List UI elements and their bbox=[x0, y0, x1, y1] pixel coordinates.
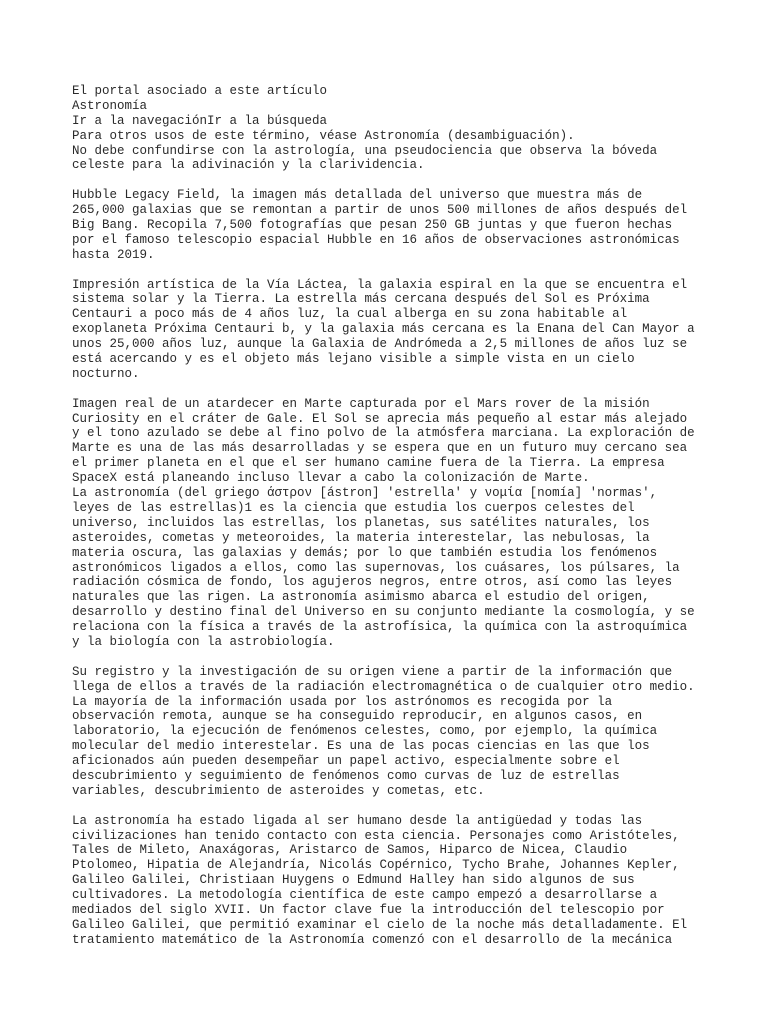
registry-line: molecular del medio interestelar. Es una de las pocas ciencias en las que los bbox=[72, 739, 650, 754]
mars-section-line: Marte es una de las más desarrolladas y se espera que en un futuro muy cercano sea bbox=[72, 441, 688, 456]
registry-line: llega de ellos a través de la radiación electromagnética o de cualquier otro medio. bbox=[72, 679, 695, 694]
definition-line: leyes de las estrellas)1 es la ciencia que estudia los cuerpos celestes del bbox=[72, 500, 635, 515]
hubble-caption-line: por el famoso telescopio espacial Hubble en 16 años de observaciones astronómicas bbox=[72, 232, 680, 247]
registry-line: La mayoría de la información usada por los astrónomos es recogida por la bbox=[72, 694, 613, 709]
milky-way-caption-line: Centauri a poco más de 4 años luz, la cual alberga en su zona habitable al bbox=[72, 307, 628, 322]
history-line: tratamiento matemático de la Astronomía comenzó con el desarrollo de la mecánica bbox=[72, 932, 673, 947]
hubble-caption-line: 265,000 galaxias que se remontan a partir de unos 500 millones de años después del bbox=[72, 203, 688, 218]
disambiguation-note: Para otros usos de este término, véase Astronomía (desambiguación). bbox=[72, 128, 575, 143]
spacer bbox=[72, 382, 712, 397]
definition-line: asteroides, cometas y meteoroides, la materia interestelar, las nebulosas, la bbox=[72, 530, 650, 545]
milky-way-caption-line: nocturno. bbox=[72, 366, 140, 381]
registry-line: variables, descubrimiento de asteroides y cometas, etc. bbox=[72, 783, 485, 798]
spacer bbox=[72, 173, 712, 188]
document-page bbox=[72, 84, 712, 948]
history-line: mediados del siglo XVII. Un factor clave fue la introducción del telescopio por bbox=[72, 902, 665, 917]
confusion-note-line-2: celeste para la adivinación y la clarividencia. bbox=[72, 158, 425, 173]
milky-way-caption-line: unos 25,000 años luz, aunque la Galaxia de Andrómeda a 2,5 millones de años luz se bbox=[72, 337, 688, 352]
hubble-caption bbox=[72, 188, 712, 262]
spacer bbox=[72, 799, 712, 814]
milky-way-caption-line: está acercando y es el objeto más lejano visible a simple vista en un cielo bbox=[72, 352, 635, 367]
history-line: Galileo Galilei, Christiaan Huygens o Edmund Halley han sido algunos de sus bbox=[72, 873, 635, 888]
definition-line: naturales que las rigen. La astronomía asimismo abarca el estudio del origen, bbox=[72, 590, 650, 605]
skip-links[interactable]: Ir a la navegaciónIr a la búsqueda bbox=[72, 113, 328, 128]
mars-and-definition-section bbox=[72, 397, 712, 650]
history-line: civilizaciones han tenido contacto con esta ciencia. Personajes como Aristóteles, bbox=[72, 828, 680, 843]
registry-section bbox=[72, 665, 712, 799]
definition-line: desarrollo y destino final del Universo en su conjunto mediante la cosmología, y se bbox=[72, 605, 695, 620]
definition-line: universo, incluidos las estrellas, los planetas, sus satélites naturales, los bbox=[72, 515, 650, 530]
hubble-caption-line: Big Bang. Recopila 7,500 fotografías que pesan 250 GB juntas y que fueron hechas bbox=[72, 218, 673, 233]
registry-line: observación remota, aunque se ha conseguido reproducir, en algunos casos, en bbox=[72, 709, 643, 724]
history-line: Galileo Galilei, que permitió examinar el cielo de la noche más detalladamente. El bbox=[72, 917, 688, 932]
mars-section-line: el primer planeta en el que el ser humano camine fuera de la Tierra. La empresa bbox=[72, 456, 665, 471]
registry-line: laboratorio, la ejecución de fenómenos celestes, como, por ejemplo, la química bbox=[72, 724, 658, 739]
history-line: La astronomía ha estado ligada al ser humano desde la antigüedad y todas las bbox=[72, 813, 643, 828]
history-section bbox=[72, 814, 712, 948]
registry-line: descubrimiento y seguimiento de fenómenos como curvas de luz de estrellas bbox=[72, 768, 620, 783]
spacer bbox=[72, 263, 712, 278]
article-title: Astronomía bbox=[72, 98, 148, 113]
registry-line: aficionados aún pueden desempeñar un papel activo, especialmente sobre el bbox=[72, 754, 620, 769]
confusion-note-line-1: No debe confundirse con la astrología, una pseudociencia que observa la bóveda bbox=[72, 143, 658, 158]
definition-line: La astronomía (del griego άστρον [ástron] 'estrella' y νομία [nomía] 'normas', bbox=[72, 486, 658, 501]
hubble-caption-line: hasta 2019. bbox=[72, 247, 155, 262]
mars-section-line: SpaceX está planeando incluso llevar a cabo la colonización de Marte. bbox=[72, 471, 590, 486]
hubble-caption-line: Hubble Legacy Field, la imagen más detallada del universo que muestra más de bbox=[72, 188, 643, 203]
definition-line: astronómicos ligados a ellos, como las supernovas, los cuásares, los púlsares, la bbox=[72, 560, 680, 575]
history-line: cultivadores. La metodología científica de este campo empezó a desarrollarse a bbox=[72, 888, 658, 903]
milky-way-caption bbox=[72, 278, 712, 382]
milky-way-caption-line: exoplaneta Próxima Centauri b, y la galaxia más cercana es la Enana del Can Mayor a bbox=[72, 322, 695, 337]
mars-section-line: Curiosity en el cráter de Gale. El Sol se aprecia más pequeño al estar más alejado bbox=[72, 411, 688, 426]
header-block bbox=[72, 84, 712, 173]
definition-line: materia oscura, las galaxias y demás; por lo que también estudia los fenómenos bbox=[72, 545, 658, 560]
history-line: Ptolomeo, Hipatia de Alejandría, Nicolás Copérnico, Tycho Brahe, Johannes Kepler, bbox=[72, 858, 680, 873]
milky-way-caption-line: sistema solar y la Tierra. La estrella más cercana después del Sol es Próxima bbox=[72, 292, 650, 307]
milky-way-caption-line: Impresión artística de la Vía Láctea, la galaxia espiral en la que se encuentra el bbox=[72, 277, 688, 292]
spacer bbox=[72, 650, 712, 665]
mars-section-line: y el tono azulado se debe al fino polvo de la atmósfera marciana. La exploración de bbox=[72, 426, 695, 441]
definition-line: y la biología con la astrobiología. bbox=[72, 634, 335, 649]
mars-section-line: Imagen real de un atardecer en Marte capturada por el Mars rover de la misión bbox=[72, 396, 650, 411]
registry-line: Su registro y la investigación de su origen viene a partir de la información que bbox=[72, 664, 673, 679]
definition-line: radiación cósmica de fondo, los agujeros negros, entre otros, así como las leyes bbox=[72, 575, 673, 590]
portal-note: El portal asociado a este artículo bbox=[72, 84, 328, 98]
history-line: Tales de Mileto, Anaxágoras, Aristarco de Samos, Hiparco de Nicea, Claudio bbox=[72, 843, 628, 858]
definition-line: relaciona con la física a través de la astrofísica, la química con la astroquímica bbox=[72, 620, 688, 635]
